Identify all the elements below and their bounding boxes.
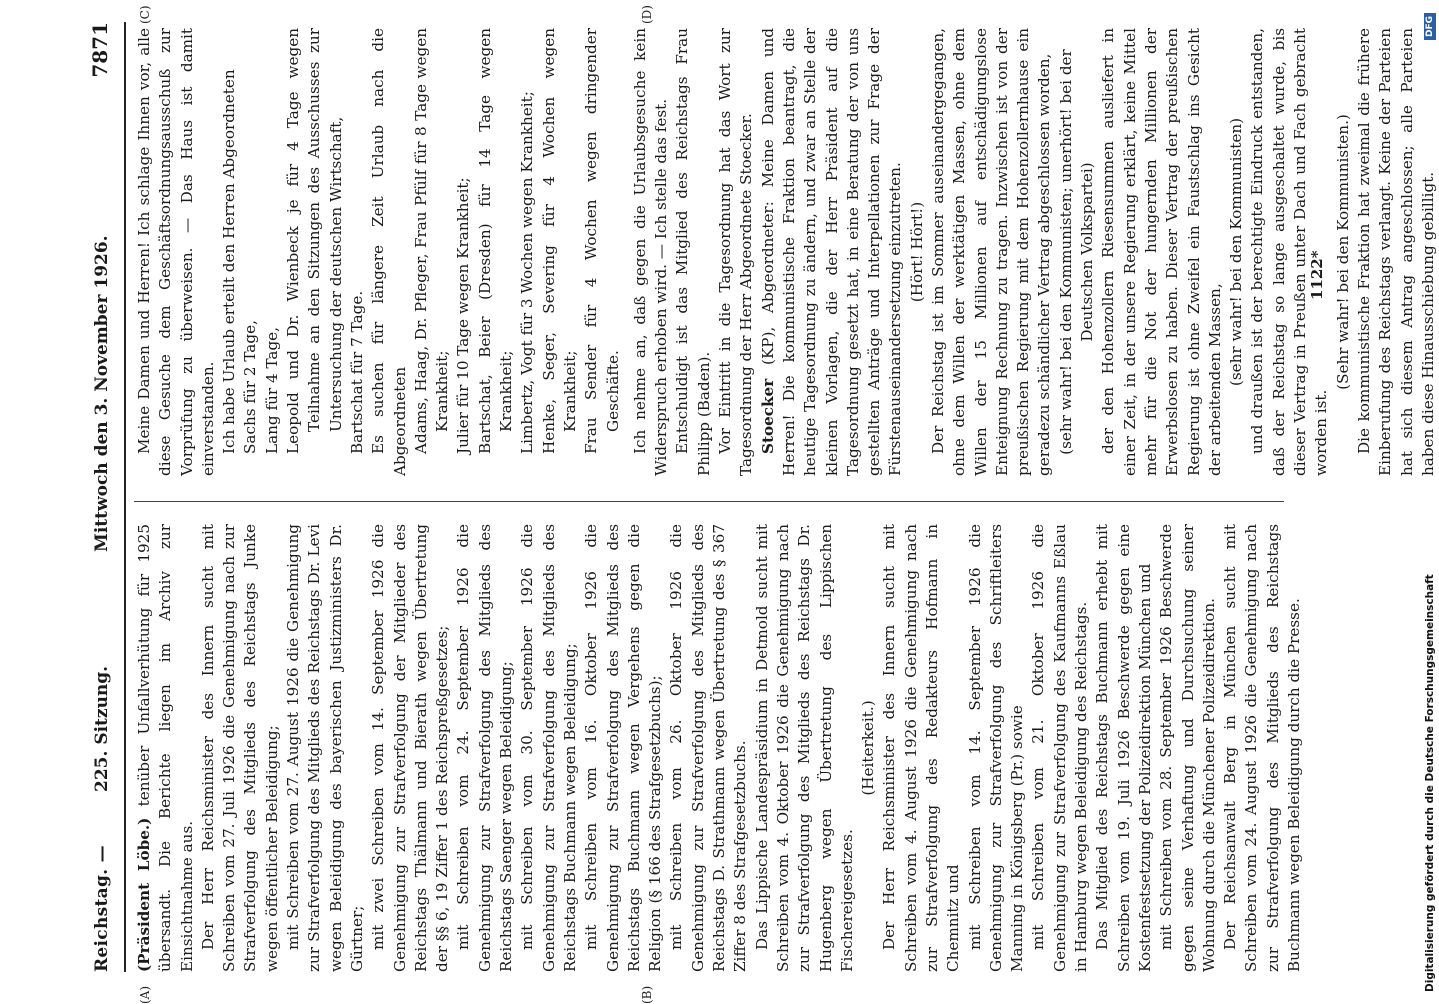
paragraph-text: Die kommunistische Fraktion hat zweimal die frühere Einberufung des Reichstags verlangt. Keine der Parteien hat sich diesem Antrag angeschlossen; alle Parteien haben diese Hinausschiebung gebilligt. [1354,28,1437,476]
paragraph-text: Bartschat für 7 Tage. [347,290,366,454]
paragraph-text: (Heiterkeit.) [859,700,878,796]
paragraph [752,524,858,972]
margin-marker-a: (A) [138,985,152,1004]
paragraph-text: mit Schreiben vom 26. Oktober 1926 die Genehmigung zur Strafverfolgung des Mitglieds des Reichstags D. Strathmann wegen Übertretung des § 367 Ziffer 8 des Strafgesetzbuchs. [667,524,750,972]
page-header [80,22,126,972]
paragraph [1226,28,1247,476]
paragraph [758,28,907,476]
paragraph [198,524,283,972]
header-publication: Reichstag. — [92,845,112,972]
paragraph [1092,524,1156,972]
paragraph-text: mit Schreiben vom 16. Oktober 1926 die Genehmigung zur Strafverfolgung des Mitglieds des Reichstags Buchmann wegen Vergehens gegen die Religion (§ 166 des Strafgesetzbuchs); [582,524,665,972]
paragraph-text: (sehr wahr! bei den Kommunisten; unerhört! bei der Deutschen Volkspartei) [1056,49,1097,455]
paragraph-text: Das Mitglied des Reichstags Buchmann erhebt mit Schreiben vom 19. Juli 1926 Beschwerde gegen eine Kostenfestsetzung der Polizeidirektion München und [1093,524,1154,972]
margin-marker-d: (D) [640,5,654,24]
paragraph [666,524,751,972]
paragraph-text: Frau Sender für 4 Wochen wegen dringender Geschäfte. [582,28,622,454]
sheet-number: 1122* [1308,250,1326,300]
left-column [134,524,1305,972]
paragraph [1056,28,1099,476]
paragraph-text: und draußen ist der berechtigte Eindruck entstanden, daß der Reichstag so lange ausgeschaltet wurde, bis dieser Vertrag in Preußen unter Dach und Fach gebracht worden ist. [1248,28,1331,476]
paragraph [630,28,673,476]
paragraph [453,524,517,972]
paragraph [1220,524,1305,972]
paragraph-text: Es suchen für längere Zeit Urlaub nach die Abgeordneten [369,28,409,476]
paragraph [715,28,758,476]
bold-lead: Stoecker [758,378,777,454]
paragraph-text: mit Schreiben vom 14. September 1926 die Genehmigung zur Strafverfolgung des Schriftleiters Manning in Königsberg (Pr.) sowie [965,524,1027,972]
paragraph-text: Ich nehme an, daß gegen die Urlaubsgesuche kein Widerspruch erhoben wird. — Ich stelle das fest. [630,28,671,476]
paragraph [262,28,283,476]
paragraph-text: mit Schreiben vom 24. September 1926 die Genehmigung zur Strafverfolgung des Mitglieds des Reichstags Saenger wegen Beleidigung; [454,524,516,972]
paragraph [134,524,198,972]
paragraph-text: Der Reichsanwalt Berg in München sucht mit Schreiben vom 24. August 1926 die Genehmigung nach zur Strafverfolgung des Mitglieds des Reichstags Buchmann wegen Beleidigung durch die Presse. [1221,524,1304,972]
paragraph-text: mit zwei Schreiben vom 14. September 1926 die Genehmigung zur Strafverfolgung der Mitglieder des Reichstags Thälmann und Bierath wegen Übertretung der §§ 6, 19 Ziffer 1 des Reichspreßgesetzes; [369,524,452,972]
paragraph-text: Limbertz, Vogt für 3 Wochen wegen Krankheit; [518,91,537,454]
paragraph [907,28,928,476]
paragraph-text: Sachs für 2 Tage, [241,320,260,454]
paragraph-text: Der Reichstag ist im Sommer auseinandergegangen, ohne dem Willen der werktätigen Massen, ohne dem Willen der 15 Millionen auf entschädigungslose Enteignung Rechnung zu tragen. Inzwischen ist von der preußischen Regierung mit dem Hohenzollernhause ein geradezu schändlicher Vertrag abgeschlossen worden, [928,28,1054,476]
paragraph [879,524,964,972]
paragraph-text: tenüber Unfallverhütung für 1925 übersandt. Die Berichte liegen im Archiv zur Einsichtnahme aus. [135,524,196,972]
header-session: 225. Sitzung. [92,665,112,792]
paragraph [1098,28,1226,476]
page-number: 7871 [88,22,112,78]
paragraph-text: (Hört! Hört!) [907,201,926,303]
paragraph [581,524,666,972]
paragraph [219,28,240,476]
paragraph [283,28,347,476]
paragraph [539,28,582,476]
paragraph-text: Vor Eintritt in die Tagesordnung hat das Wort zur Tagesordnung der Herr Abgeordnete Stoecker. [716,28,756,476]
paragraph [1028,524,1092,972]
paragraph [1156,524,1220,972]
paragraph [928,28,1056,476]
paragraph [411,28,454,476]
paragraph [581,28,624,476]
digitization-credit: Digitalisierung gefördert durch die Deutsche Forschungsgemeinschaft [1424,574,1436,992]
paragraph-text: (KP), Abgeordneter: Meine Damen und Herren! Die kommunistische Fraktion beantragt, die heutige Tagesordnung zu ändern, und zwar an Stelle der kleinen Vorlagen, die der Herr Präsident auf die Tagesordnung gesetzt hat, in eine Beratung der von uns gestellten Anträge und Interpellationen zur Frage der Fürstenauseinandersetzung einzutreten. [758,27,905,476]
dfg-logo: DFG [1424,13,1436,40]
paragraph-text: mit Schreiben vom 27. August 1926 die Genehmigung zur Strafverfolgung des Mitglieds des Reichstags Dr. Levi wegen Beleidigung des bayerischen Justizministers Dr. Gürtner; [284,524,366,972]
paragraph [347,28,368,476]
paragraph-text: (Sehr wahr! bei den Kommunisten.) [1333,114,1352,390]
paragraph-text: Leopold und Dr. Wienbeck je für 4 Tage wegen Teilnahme an den Sitzungen des Ausschusses zur Untersuchung der deutschen Wirtschaft, [284,28,345,454]
paragraph-text: Julier für 10 Tage wegen Krankheit; [454,177,473,454]
margin-marker-c: (C) [138,5,152,24]
paragraph [858,524,879,972]
paragraph [283,524,368,972]
paragraph [965,524,1029,972]
column-divider [134,501,1284,502]
paragraph-text: mit Schreiben vom 28. September 1926 Beschwerde gegen seine Verhaftung und Durchsuchung seiner Wohnung durch die Münchener Polizeidirektion. [1157,524,1218,972]
paragraph [240,28,261,476]
margin-marker-b: (B) [640,985,654,1004]
paragraph-text: Meine Damen und Herren! Ich schlage Ihnen vor, alle diese Gesuche dem Geschäftsordnungsausschuß zur Vorprüfung zu überweisen. — Das Haus ist damit einverstanden. [135,28,217,476]
paragraph [453,28,474,476]
paragraph [134,28,219,476]
paragraph [368,28,411,476]
paragraph-text: (sehr wahr! bei den Kommunisten) [1227,117,1246,387]
paragraph-text: mit Schreiben vom 21. Oktober 1926 die Genehmigung zur Strafverfolgung des Kaufmanns Eßlau in Hamburg wegen Beleidigung des Reichstags. [1029,524,1091,972]
paragraph-text: Der Herr Reichsminister des Innern sucht mit Schreiben vom 27. Juli 1926 die Genehmigung nach zur Strafverfolgung des Mitglieds des Reichstags Junke wegen öffentlicher Beleidigung; [198,524,281,972]
paragraph-text: Adams, Haag, Dr. Pfleger, Frau Pfülf für 8 Tage wegen Krankheit; [411,28,452,454]
paragraph [517,524,581,972]
bold-lead: (Präsident Löbe.) [135,817,153,972]
paragraph-text: Der Herr Reichsminister des Innern sucht mit Schreiben vom 4. August 1926 die Genehmigung nach zur Strafverfolgung des Redakteurs Hofmann in Chemnitz und [880,524,963,972]
header-date: Mittwoch den 3. November 1926. [92,235,112,552]
paragraph [1354,28,1439,476]
paragraph-text: Das Lippische Landespräsidium in Detmold sucht mit Schreiben vom 4. Oktober 1926 die Genehmigung nach zur Strafverfolgung des Mitglieds des Reichstags Dr. Hugenberg wegen Übertretung des Lippischen Fischereigesetzes. [752,524,856,972]
paragraph-text: Bartschat, Beier (Dresden) für 14 Tage wegen Krankheit; [475,28,516,454]
right-column [134,28,1439,476]
paragraph-text: Lang für 4 Tage, [262,327,281,454]
paragraph [1333,28,1354,476]
paragraph-text: Entschuldigt ist das Mitglied des Reichstags Frau Philipp (Baden). [673,28,713,476]
paragraph-text: der den Hohenzollern Riesensummen ausliefert in einer Zeit, in der unsere Regierung erklärt, keine Mittel mehr für die Not der hungernden Millionen der Erwerbslosen zu haben. Dieser Vertrag der preußischen Regierung ist ohne Zweifel ein Faustschlag ins Gesicht der arbeitenden Massen, [1099,28,1224,476]
paragraph-text: Ich habe Urlaub erteilt den Herren Abgeordneten [220,69,239,454]
paragraph-text: mit Schreiben vom 30. September 1926 die Genehmigung zur Strafverfolgung des Mitglieds des Reichstags Buchmann wegen Beleidigung; [518,524,579,972]
paragraph [517,28,538,476]
paragraph [475,28,518,476]
paragraph [672,28,715,476]
paragraph-text: Henke, Seger, Severing für 4 Wochen wegen Krankheit; [539,28,579,454]
paragraph [368,524,453,972]
